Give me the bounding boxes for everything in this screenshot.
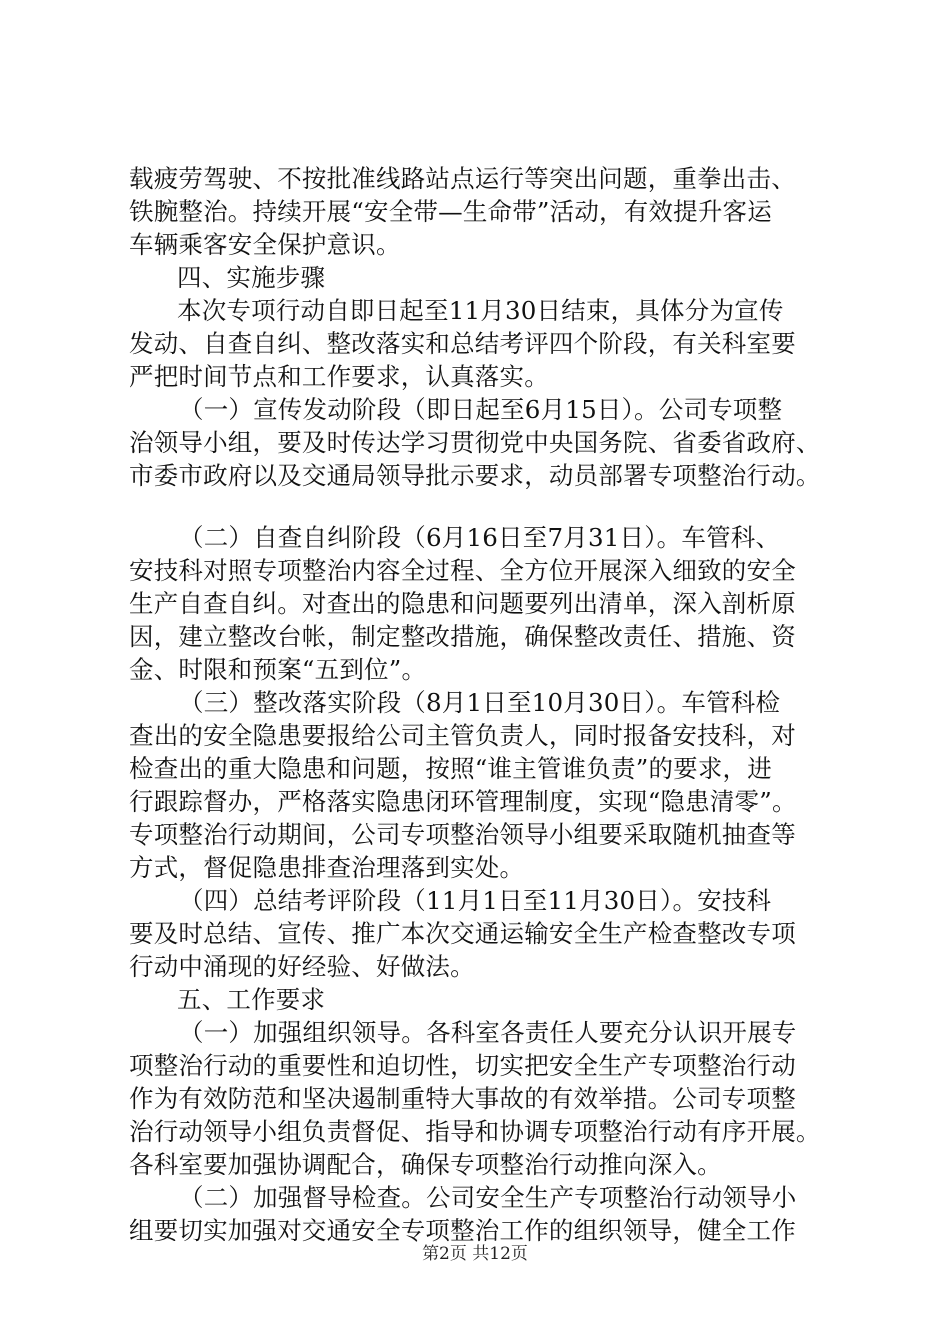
text-line: 载疲劳驾驶、不按批准线路站点运行等突出问题，重拳出击、 <box>129 164 796 193</box>
section-heading: 五、工作要求 <box>177 985 326 1014</box>
text-line: 治领导小组，要及时传达学习贯彻党中央国务院、省委省政府、 <box>129 428 821 457</box>
text-line: （三）整改落实阶段（8月1日至10月30日）。车管科检 <box>179 688 781 717</box>
text-line: 本次专项行动自即日起至11月30日结束，具体分为宣传 <box>177 296 784 325</box>
text-line: （二）加强督导检查。公司安全生产专项整治行动领导小 <box>179 1183 797 1212</box>
section-heading: 四、实施步骤 <box>177 263 326 292</box>
text-line: 生产自查自纠。对查出的隐患和问题要列出清单，深入剖析原 <box>129 589 796 618</box>
text-line: 行跟踪督办，严格落实隐患闭环管理制度，实现“隐患清零”。 <box>129 787 797 816</box>
text-line: （二）自查自纠阶段（6月16日至7月31日）。车管科、 <box>179 523 781 552</box>
text-line: 行动中涌现的好经验、好做法。 <box>129 952 475 981</box>
text-line: 治行动领导小组负责督促、指导和协调专项整治行动有序开展。 <box>129 1117 821 1146</box>
text-line: 各科室要加强协调配合，确保专项整治行动推向深入。 <box>129 1150 722 1179</box>
text-line: 要及时总结、宣传、推广本次交通运输安全生产检查整改专项 <box>129 919 796 948</box>
page-number-footer: 第2页 共12页 <box>422 1244 528 1264</box>
text-line: 因，建立整改台帐，制定整改措施，确保整改责任、措施、资 <box>129 622 796 651</box>
text-line: 车辆乘客安全保护意识。 <box>129 230 401 259</box>
text-line: 市委市政府以及交通局领导批示要求，动员部署专项整治行动。 <box>129 461 821 490</box>
text-line: 方式，督促隐患排查治理落到实处。 <box>129 853 525 882</box>
text-line: 严把时间节点和工作要求，认真落实。 <box>129 362 549 391</box>
text-line: 安技科对照专项整治内容全过程、全方位开展深入细致的安全 <box>129 556 796 585</box>
text-line: 项整治行动的重要性和迫切性，切实把安全生产专项整治行动 <box>129 1051 796 1080</box>
text-line: 查出的安全隐患要报给公司主管负责人，同时报备安技科，对 <box>129 721 796 750</box>
text-line: 发动、自查自纠、整改落实和总结考评四个阶段，有关科室要 <box>129 329 796 358</box>
document-body <box>129 162 829 1247</box>
text-line: 作为有效防范和坚决遏制重特大事故的有效举措。公司专项整 <box>129 1084 796 1113</box>
text-line: 铁腕整治。持续开展“安全带—生命带”活动，有效提升客运 <box>129 197 772 226</box>
text-line: 组要切实加强对交通安全专项整治工作的组织领导，健全工作 <box>129 1216 796 1245</box>
text-line: （四）总结考评阶段（11月1日至11月30日）。安技科 <box>179 886 772 915</box>
text-line: 金、时限和预案“五到位”。 <box>129 655 427 684</box>
text-line: 检查出的重大隐患和问题，按照“谁主管谁负责”的要求，进 <box>129 754 772 783</box>
text-line: （一）加强组织领导。各科室各责任人要充分认识开展专 <box>179 1018 797 1047</box>
text-line: （一）宣传发动阶段（即日起至6月15日）。公司专项整 <box>179 395 783 424</box>
text-line: 专项整治行动期间，公司专项整治领导小组要采取随机抽查等 <box>129 820 796 849</box>
